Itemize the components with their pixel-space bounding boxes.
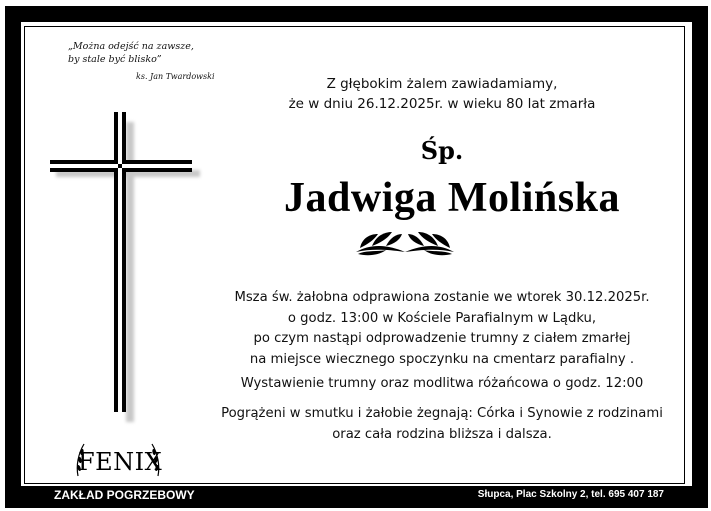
leaf-ornament-icon bbox=[352, 226, 458, 256]
mourners-line-2: oraz cała rodzina bliższa i dalsza. bbox=[332, 426, 552, 442]
mass-line-2: o godz. 13:00 w Kościele Parafialnym w Lądku, bbox=[287, 310, 597, 326]
mass-line-1: Msza św. żałobna odprawiona zostanie we wtorek 30.12.2025r. bbox=[234, 290, 650, 305]
deceased-name: Jadwiga Molińska bbox=[284, 175, 620, 221]
mourners-line-1: Pogrążeni w smutku i żałobie żegnają: Córka i Synowie z rodzinami bbox=[221, 406, 663, 421]
deceased-prefix: Śp. bbox=[420, 136, 464, 165]
quote-line-1: „Można odejść na zawsze, bbox=[68, 41, 194, 52]
footer-address: Słupca, Plac Szkolny 2, tel. 695 407 187 bbox=[477, 489, 664, 500]
quote-author: ks. Jan Twardowski bbox=[136, 72, 215, 81]
announcement-line-1: Z głębokim żalem zawiadamiamy, bbox=[326, 76, 558, 92]
quote-block bbox=[68, 40, 215, 81]
mass-line-3: po czym nastąpi odprowadzenie trumny z ciałem zmarłej bbox=[253, 331, 631, 346]
quote-line-2: by stale być blisko” bbox=[68, 54, 162, 65]
announcement-line-2: że w dniu 26.12.2025r. w wieku 80 lat zmarła bbox=[288, 96, 596, 112]
viewing-line: Wystawienie trumny oraz modlitwa różańcowa o godz. 12:00 bbox=[240, 376, 644, 391]
mass-line-4: na miejsce wiecznego spoczynku na cmentarz parafialny . bbox=[249, 351, 635, 367]
company-logo: FENIX bbox=[78, 448, 163, 476]
footer-company: ZAKŁAD POGRZEBOWY bbox=[54, 488, 195, 502]
viewing-info bbox=[192, 374, 692, 395]
mass-info bbox=[192, 288, 692, 370]
announcement bbox=[232, 74, 652, 114]
mourners-info bbox=[192, 404, 692, 445]
